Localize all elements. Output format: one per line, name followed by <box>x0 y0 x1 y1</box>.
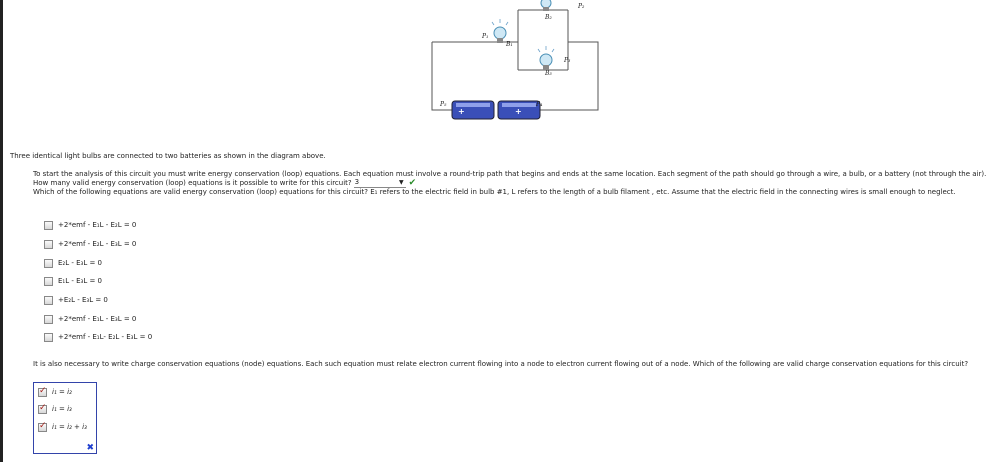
checkbox[interactable] <box>44 315 53 324</box>
label-b3: B₃ <box>545 70 552 77</box>
intro-text: Three identical light bulbs are connected to two batteries as shown in the diagram above. <box>10 152 326 160</box>
loop-option-5[interactable] <box>44 294 108 306</box>
node-option-2[interactable] <box>38 403 72 415</box>
checkbox[interactable] <box>44 259 53 268</box>
checkbox[interactable] <box>44 333 53 342</box>
label-p4: P₄ <box>536 101 543 108</box>
option-label: i₁ = i₂ <box>52 388 72 396</box>
option-label: i₁ = i₂ + i₃ <box>52 423 87 431</box>
label-p5: P₅ <box>440 101 447 108</box>
label-p1: P₁ <box>482 33 489 40</box>
loop-option-7[interactable] <box>44 331 152 343</box>
bulb-b3 <box>538 46 554 70</box>
loop-option-6[interactable] <box>44 313 136 325</box>
checkbox-checked[interactable] <box>38 423 47 432</box>
label-p3: P₃ <box>564 57 571 64</box>
option-label: +2*emf - E₁L - E₃L = 0 <box>58 315 137 323</box>
label-p2: P₂ <box>578 3 585 10</box>
option-label: i₁ = i₃ <box>52 405 72 413</box>
checkbox-checked[interactable] <box>38 405 47 414</box>
option-label: +2*emf - E₁L- E₂L - E₃L = 0 <box>58 333 153 341</box>
checkbox[interactable] <box>44 296 53 305</box>
option-label: E₂L - E₃L = 0 <box>58 259 103 267</box>
correct-check-icon: ✔ <box>408 178 417 188</box>
question-1 <box>33 170 993 197</box>
checkbox[interactable] <box>44 221 53 230</box>
label-b2: B₂ <box>545 14 552 21</box>
loop-option-3[interactable] <box>44 257 102 269</box>
option-label: +2*emf - E₁L - E₂L = 0 <box>58 221 137 229</box>
loop-count-select[interactable] <box>354 179 406 188</box>
battery-1-plus: + <box>458 107 465 116</box>
label-b1: B₁ <box>506 41 513 48</box>
option-label: E₁L - E₃L = 0 <box>58 277 103 285</box>
q1-text-b: Which of the following equations are valid energy conservation (loop) equations for this circuit? E₁ refers to the electric field in bulb #1, L refers to the length of a bulb filament , etc. Assume that the electric field in the connecting wires is small enough to neglect. <box>33 188 956 196</box>
option-label: +E₂L - E₃L = 0 <box>58 296 108 304</box>
node-option-3[interactable] <box>38 421 87 433</box>
circuit-diagram <box>418 0 608 130</box>
loop-option-4[interactable] <box>44 275 102 287</box>
q1-text-a: To start the analysis of this circuit you must write energy conservation (loop) equations. Each equation must involve a round-trip path that begins and ends at the same location. Each segment of the path should go through a wire, a bulb, or a battery (not through the air). How many valid energy conservation (loop) equations is it possible to write for this circuit? <box>33 170 987 187</box>
node-answer-box <box>33 382 97 454</box>
q2-text: It is also necessary to write charge conservation equations (node) equations. Each such equation must relate electron current flowing into a node to electron current flowing out of a node. Which of the following are valid charge conservation equations for this circuit? <box>33 360 969 368</box>
chevron-down-icon: ▼ <box>399 179 404 186</box>
incorrect-x-icon: ✖ <box>86 443 94 453</box>
loop-option-2[interactable] <box>44 238 136 250</box>
loop-count-value: 3 <box>354 178 360 186</box>
left-border <box>0 0 3 462</box>
checkbox[interactable] <box>44 240 53 249</box>
question-2 <box>33 360 993 369</box>
checkbox-checked[interactable] <box>38 388 47 397</box>
node-option-1[interactable] <box>38 386 72 398</box>
checkbox[interactable] <box>44 277 53 286</box>
option-label: +2*emf - E₂L - E₃L = 0 <box>58 240 137 248</box>
bulb-b2 <box>541 0 551 11</box>
bulb-b1 <box>492 19 508 43</box>
battery-2-plus: + <box>515 107 522 116</box>
loop-option-1[interactable] <box>44 219 136 231</box>
